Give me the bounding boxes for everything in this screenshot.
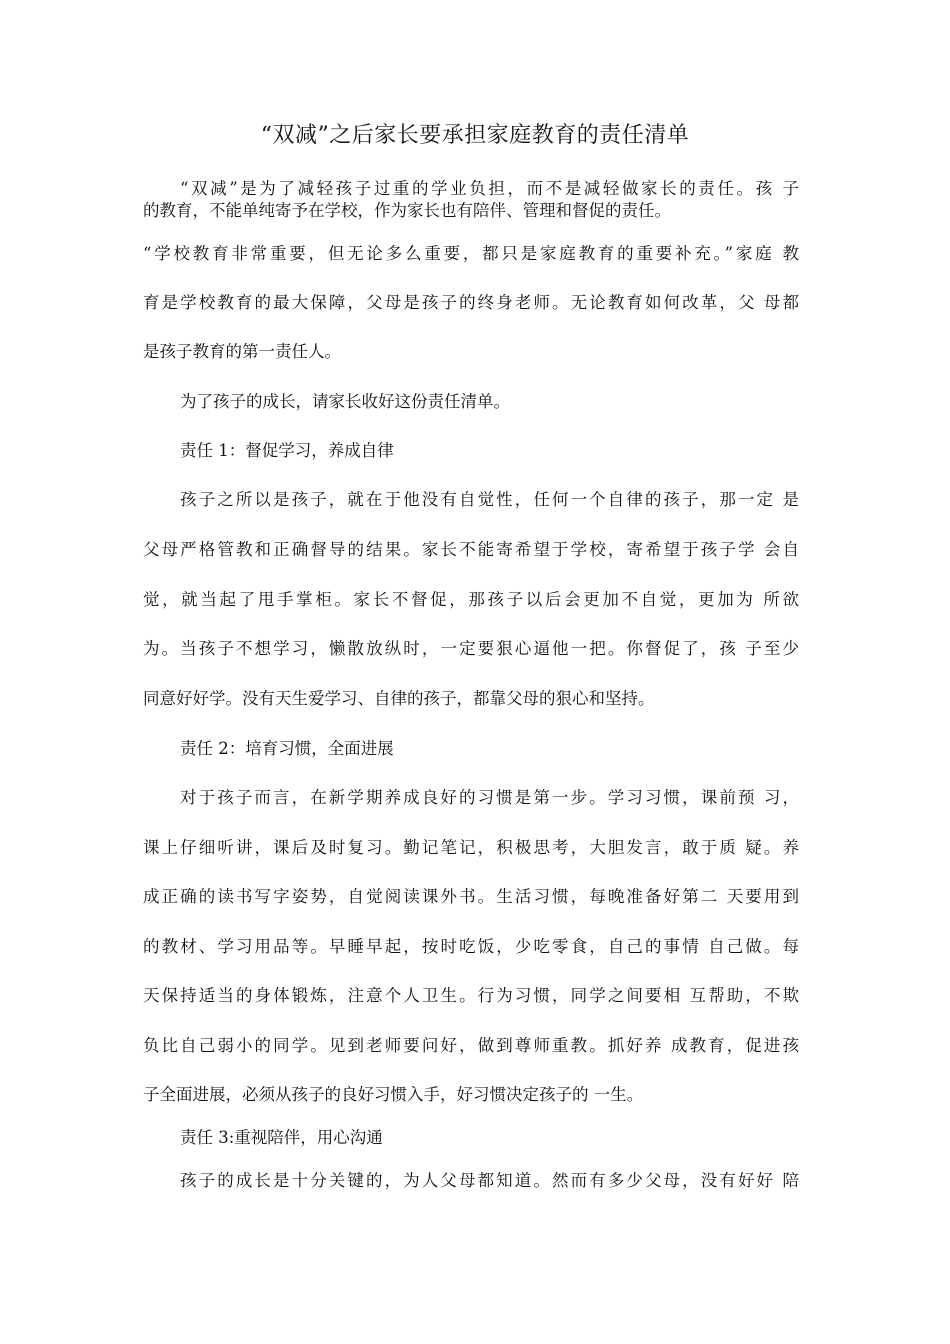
paragraph-line: 成正确的读书写字姿势，自觉阅读课外书。生活习惯，每晚准备好第二 天要用到 bbox=[143, 887, 799, 906]
paragraph-line: 课上仔细听讲，课后及时复习。勤记笔记，积极思考，大胆发言，敢于质 疑。养 bbox=[143, 838, 799, 857]
paragraph-line: 觉，就当起了甩手掌柜。家长不督促，那孩子以后会更加不自觉，更加为 所欲 bbox=[143, 590, 799, 609]
paragraph-line: “双减”是为了减轻孩子过重的学业负担，而不是减轻做家长的责任。孩 子 bbox=[180, 179, 799, 198]
paragraph-line: 孩子的成长是十分关键的，为人父母都知道。然而有多少父母，没有好好 陪 bbox=[180, 1171, 799, 1190]
section-heading: 责任 1：督促学习，养成自律 bbox=[180, 441, 394, 460]
paragraph-line: 负比自己弱小的同学。见到老师要问好，做到尊师重教。抓好养 成教育，促进孩 bbox=[143, 1036, 799, 1055]
paragraph-line: 天保持适当的身体锻炼，注意个人卫生。行为习惯，同学之间要相 互帮助，不欺 bbox=[143, 986, 799, 1005]
section-heading: 责任 3:重视陪伴，用心沟通 bbox=[180, 1128, 383, 1147]
paragraph-line: 对于孩子而言，在新学期养成良好的习惯是第一步。学习习惯，课前预 习， bbox=[180, 788, 799, 807]
paragraph-line: 为。当孩子不想学习，懒散放纵时，一定要狠心逼他一把。你督促了，孩 子至少 bbox=[143, 639, 799, 658]
paragraph-line: 为了孩子的成长，请家长收好这份责任清单。 bbox=[180, 392, 510, 411]
paragraph-line: 育是学校教育的最大保障，父母是孩子的终身老师。无论教育如何改革，父 母都 bbox=[143, 293, 799, 312]
section-heading: 责任 2：培育习惯，全面进展 bbox=[180, 739, 394, 758]
paragraph-line: 是孩子教育的第一责任人。 bbox=[143, 342, 341, 361]
paragraph-line: 的教材、学习用品等。早睡早起，按时吃饭，少吃零食，自己的事情 自己做。每 bbox=[143, 937, 799, 956]
paragraph-line: 孩子之所以是孩子，就在于他没有自觉性，任何一个自律的孩子，那一定 是 bbox=[180, 490, 799, 509]
paragraph-line: 的教育，不能单纯寄予在学校，作为家长也有陪伴、管理和督促的责任。 bbox=[143, 201, 671, 220]
page-title: “双减”之后家长要承担家庭教育的责任清单 bbox=[260, 123, 690, 148]
paragraph-line: 子全面进展，必须从孩子的良好习惯入手，好习惯决定孩子的 一生。 bbox=[143, 1085, 644, 1104]
paragraph-line: 同意好好学。没有天生爱学习、自律的孩子，都靠父母的狠心和坚持。 bbox=[143, 689, 655, 708]
paragraph-line: 父母严格管教和正确督导的结果。家长不能寄希望于学校，寄希望于孩子学 会自 bbox=[143, 540, 799, 559]
paragraph-line: “学校教育非常重要，但无论多么重要，都只是家庭教育的重要补充。”家庭 教 bbox=[143, 244, 799, 263]
